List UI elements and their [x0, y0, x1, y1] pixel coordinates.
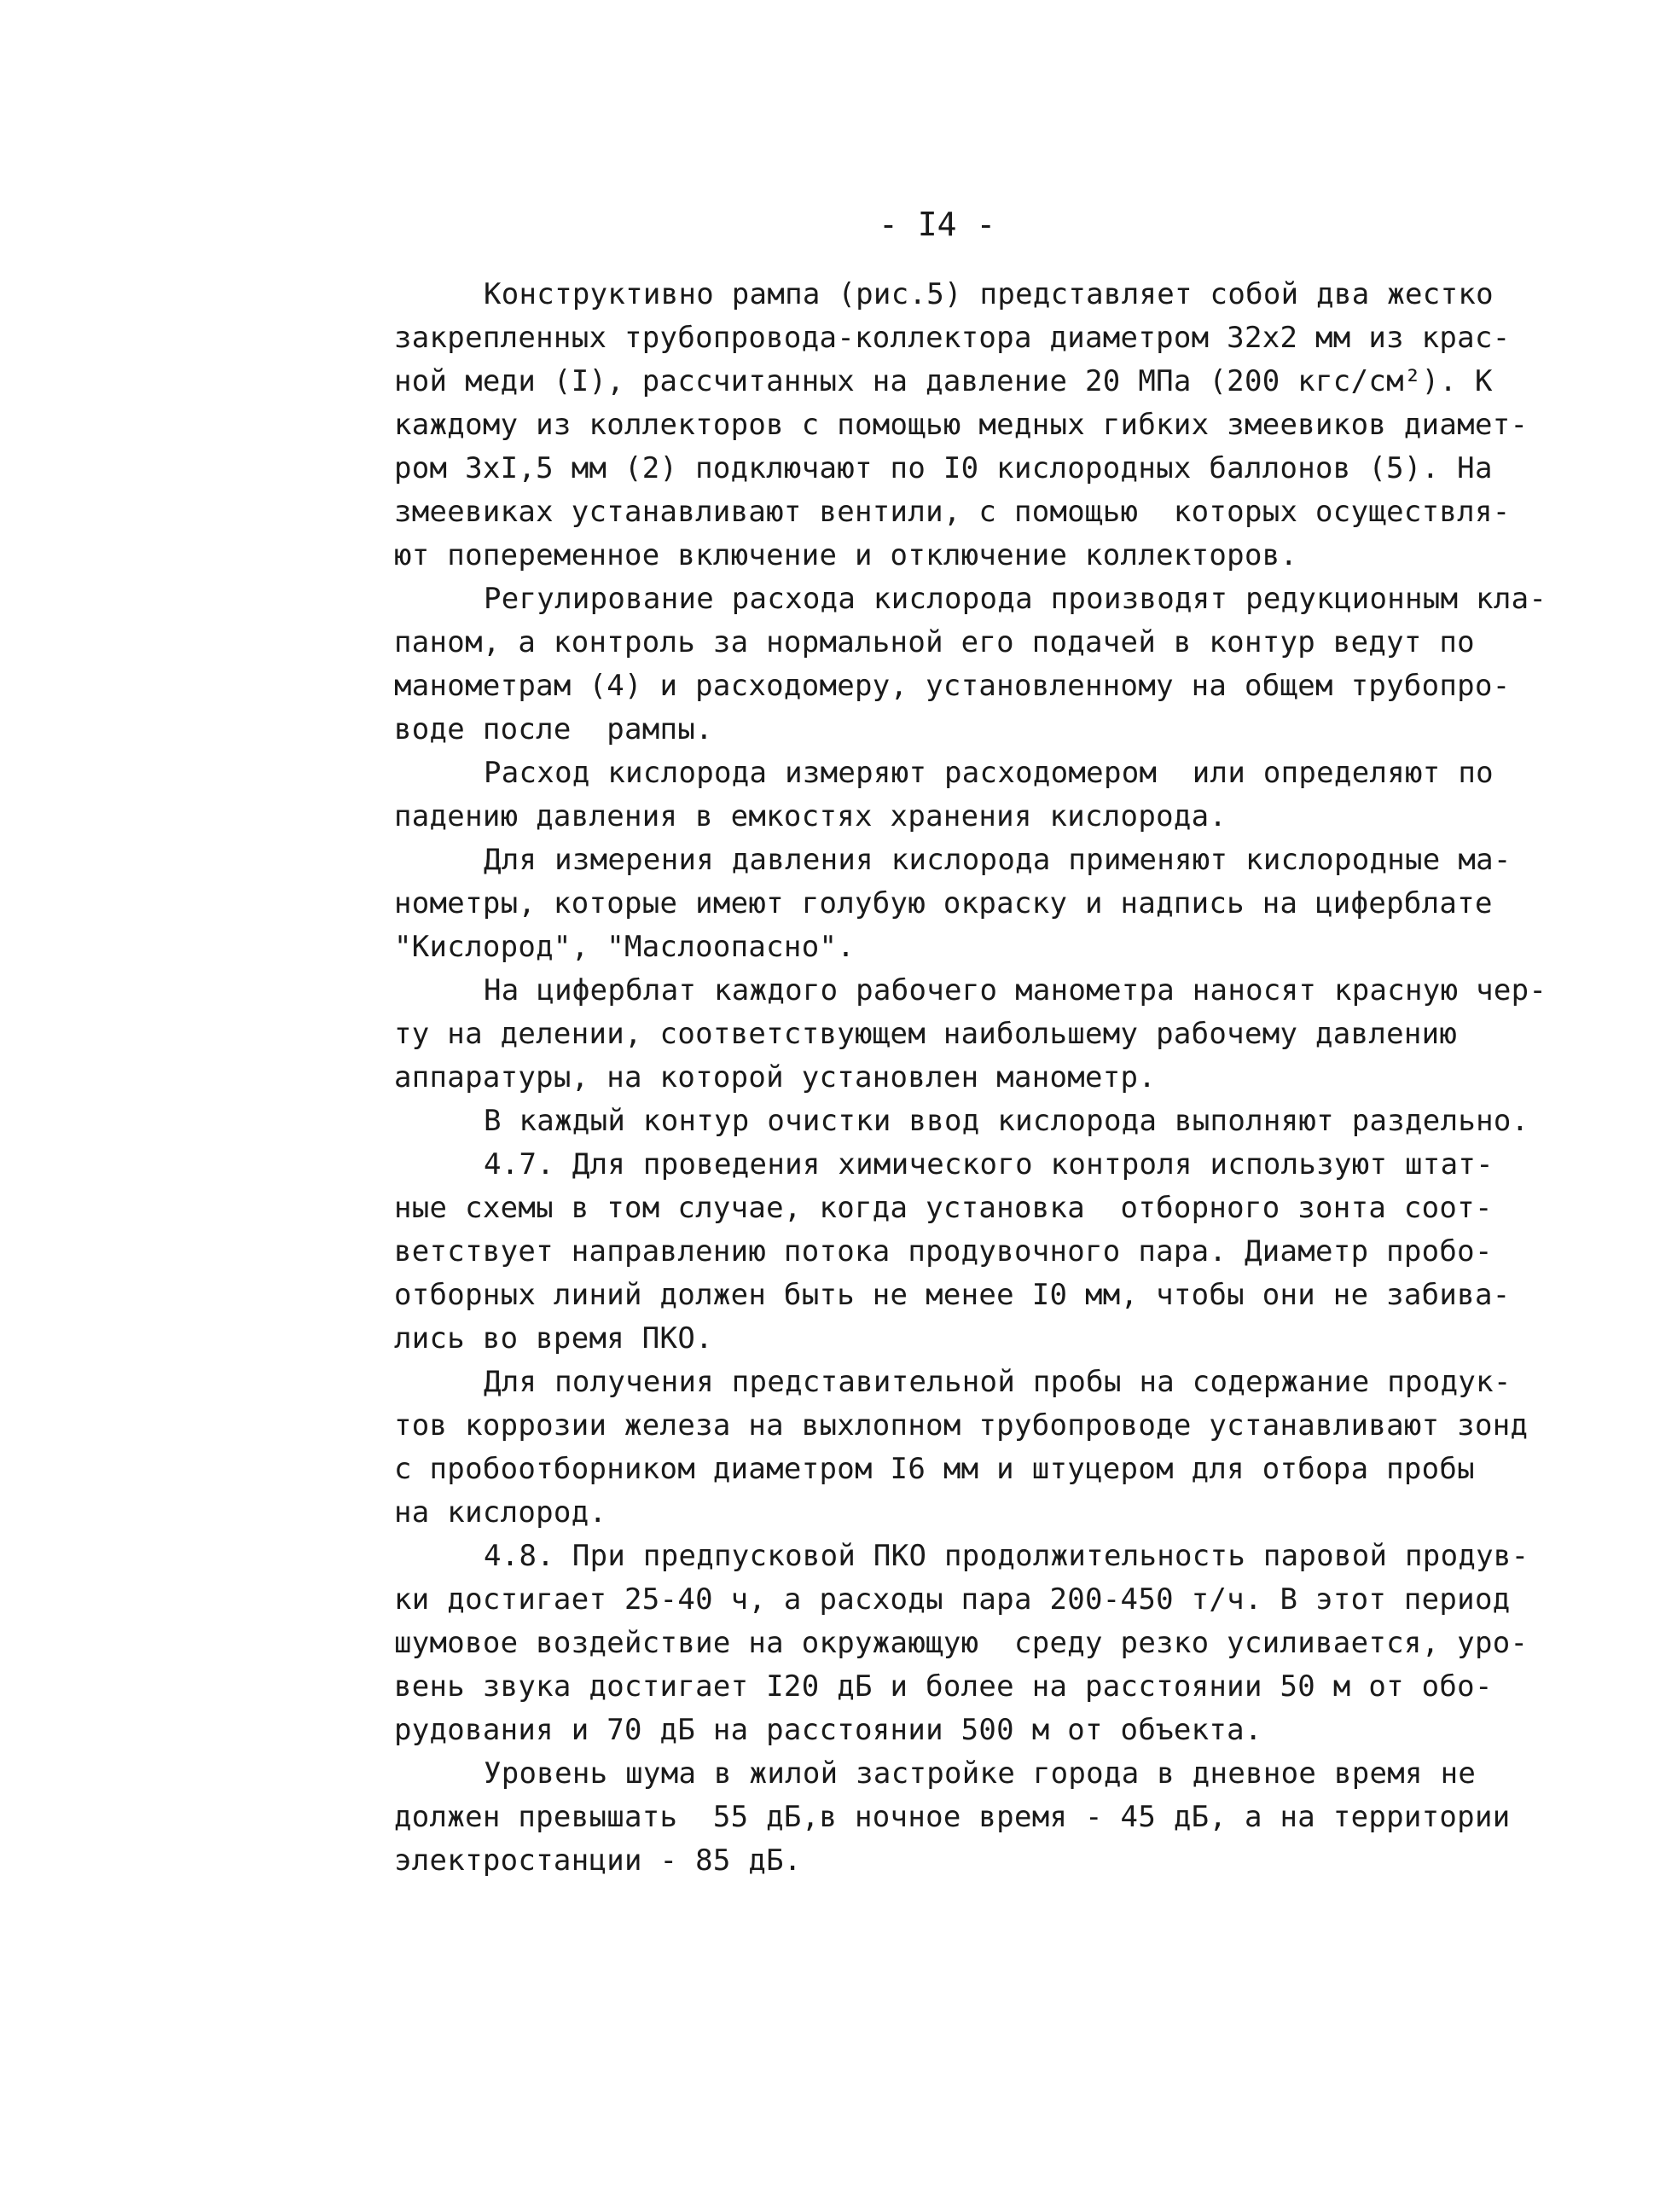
paragraph-line: с пробоотборником диаметром I6 мм и штуцером для отбора пробы [394, 1452, 1475, 1486]
paragraph-line: нометры, которые имеют голубую окраску и надпись на циферблате [394, 886, 1493, 920]
paragraph-line: воде после рампы. [394, 712, 713, 746]
paragraph-line: должен превышать 55 дБ,в ночное время - 45 дБ, а на территории [394, 1800, 1511, 1834]
paragraph-line: ки достигает 25-40 ч, а расходы пара 200-450 т/ч. В этот период [394, 1582, 1511, 1617]
paragraph-line: ром 3хI,5 мм (2) подключают по I0 кислородных баллонов (5). На [394, 451, 1493, 485]
paragraph-line: каждому из коллекторов с помощью медных гибких змеевиков диамет- [394, 408, 1529, 442]
paragraph-line: На циферблат каждого рабочего манометра наносят красную чер- [484, 973, 1547, 1007]
paragraph-line: ной меди (I), рассчитанных на давление 20 МПа (200 кгс/см²). К [394, 364, 1493, 398]
paragraph-line: "Кислород", "Маслоопасно". [394, 930, 856, 964]
paragraph-line: на кислород. [394, 1495, 607, 1530]
paragraph-line: Регулирование расхода кислорода производят редукционным кла- [484, 582, 1547, 616]
paragraph-line: Уровень шума в жилой застройке города в дневное время не [484, 1756, 1477, 1791]
paragraph-line: тов коррозии железа на выхлопном трубопроводе устанавливают зонд [394, 1408, 1529, 1443]
paragraph-line: вень звука достигает I20 дБ и более на расстоянии 50 м от обо- [394, 1669, 1493, 1704]
page-number: - I4 - [879, 206, 996, 243]
paragraph-line: отборных линий должен быть не менее I0 мм, чтобы они не забива- [394, 1278, 1511, 1312]
section-4-7-line: 4.7. Для проведения химического контроля используют штат- [484, 1147, 1494, 1181]
body-text [394, 273, 1547, 1883]
paragraph-line: В каждый контур очистки ввод кислорода выполняют раздельно. [484, 1104, 1529, 1138]
paragraph-line: аппаратуры, на которой установлен манометр. [394, 1060, 1157, 1094]
paragraph-line: змеевиках устанавливают вентили, с помощью которых осуществля- [394, 495, 1511, 529]
paragraph-line: Конструктивно рампа (рис.5) представляет собой два жестко [484, 277, 1494, 311]
paragraph-line: ветствует направлению потока продувочного пара. Диаметр пробо- [394, 1234, 1493, 1269]
paragraph-line: Расход кислорода измеряют расходомером или определяют по [484, 756, 1494, 790]
paragraph-line: Для измерения давления кислорода применяют кислородные ма- [484, 843, 1512, 877]
paragraph-line: ту на делении, соответствующем наибольшему рабочему давлению [394, 1017, 1458, 1051]
paragraph-line: ные схемы в том случае, когда установка отборного зонта соот- [394, 1191, 1493, 1225]
paragraph-line: манометрам (4) и расходомеру, установленному на общем трубопро- [394, 669, 1511, 703]
paragraph-line: Для получения представительной пробы на содержание продук- [484, 1365, 1512, 1399]
paragraph-line: шумовое воздействие на окружающую среду резко усиливается, уро- [394, 1626, 1529, 1660]
paragraph-line: паном, а контроль за нормальной его подачей в контур ведут по [394, 625, 1475, 659]
paragraph-line: закрепленных трубопровода-коллектора диаметром 32х2 мм из крас- [394, 321, 1511, 355]
paragraph-line: ют попеременное включение и отключение коллекторов. [394, 538, 1298, 572]
section-4-8-line: 4.8. При предпусковой ПКО продолжительность паровой продув- [484, 1539, 1529, 1573]
paragraph-line: рудования и 70 дБ на расстоянии 500 м от объекта. [394, 1713, 1262, 1747]
paragraph-line: электростанции - 85 дБ. [394, 1843, 802, 1878]
paragraph-line: лись во время ПКО. [394, 1321, 713, 1356]
paragraph-line: падению давления в емкостях хранения кислорода. [394, 799, 1227, 833]
